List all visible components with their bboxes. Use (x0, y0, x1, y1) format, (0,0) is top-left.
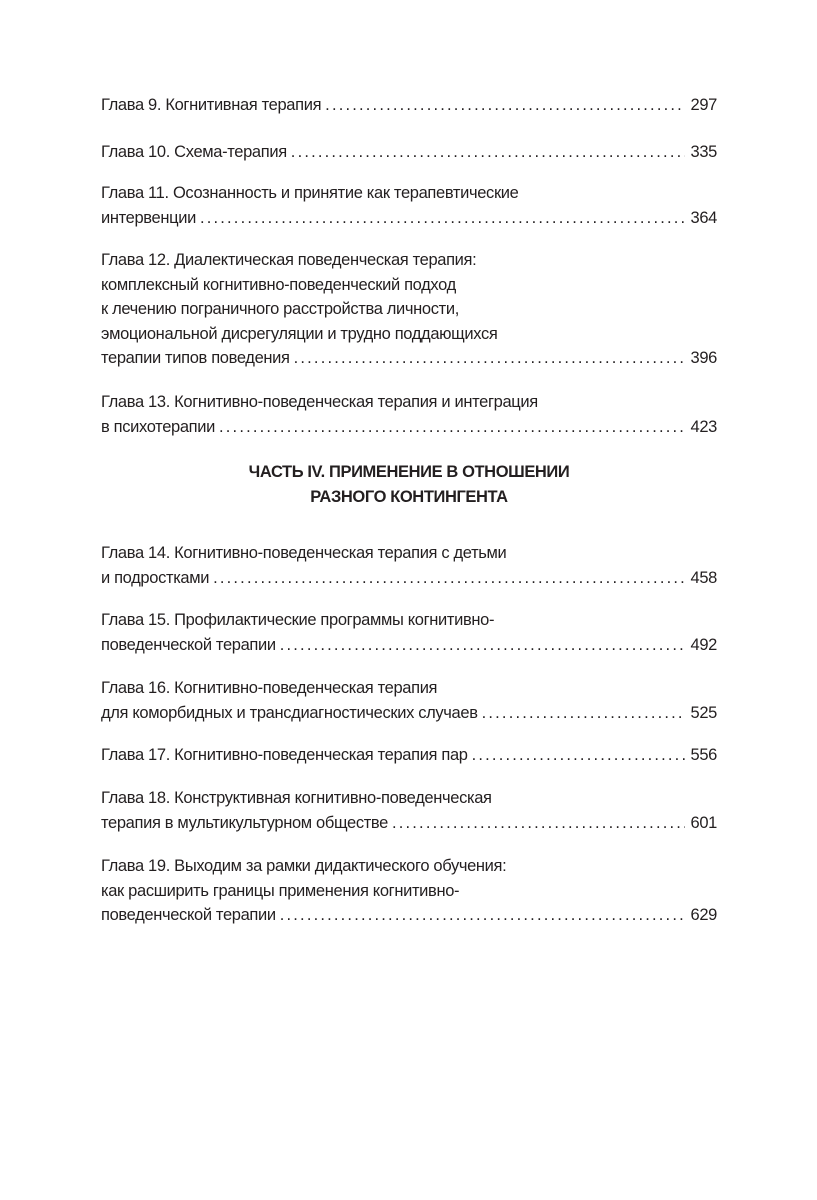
entry-last-line (101, 140, 717, 165)
page-number: 297 (690, 96, 717, 114)
entry-last-line (101, 93, 717, 118)
entry-title-line: комплексный когнитивно-поведенческий подход (101, 275, 456, 294)
entry-title-line: для коморбидных и трансдиагностических случаев (101, 703, 478, 722)
page-number: 525 (690, 703, 717, 722)
page-number: 629 (690, 906, 717, 924)
entry-title-line: Глава 17. Когнитивно-поведенческая терапия пар (101, 746, 468, 764)
dot-leader (280, 633, 685, 658)
dot-leader (291, 140, 685, 165)
dot-leader (280, 903, 685, 928)
toc-entry[interactable] (101, 541, 717, 590)
entry-title-line: Глава 18. Конструктивная когнитивно-поведенческая (101, 789, 492, 807)
entry-title-line: в психотерапии (101, 417, 216, 436)
entry-title-line: Глава 9. Когнитивная терапия (101, 96, 322, 114)
page-number: 396 (690, 349, 717, 367)
entry-title-line: как расширить границы применения когнитивно- (101, 881, 460, 900)
page-number: 492 (690, 635, 717, 654)
dot-leader (294, 346, 685, 371)
entry-last-line (101, 701, 717, 726)
entry-title-line: интервенции (101, 208, 196, 227)
toc-entry[interactable] (101, 248, 717, 371)
entry-title-line: поведенческой терапии (101, 635, 276, 654)
entry-title-line: поведенческой терапии (101, 906, 276, 924)
toc-entry[interactable] (101, 181, 717, 230)
part-heading-line: РАЗНОГО КОНТИНГЕНТА (310, 487, 508, 506)
page-number: 335 (690, 143, 717, 161)
toc-entry[interactable] (101, 786, 717, 835)
part-heading (101, 460, 717, 509)
toc-entry[interactable] (101, 390, 717, 439)
entry-last-line (101, 346, 717, 371)
entry-last-line (101, 566, 717, 591)
page-number: 364 (690, 208, 717, 227)
page-number: 601 (690, 813, 717, 832)
entry-title-line: к лечению пограничного расстройства личности, (101, 300, 459, 318)
entry-last-line (101, 903, 717, 928)
entry-title-line: Глава 11. Осознанность и принятие как терапевтические (101, 184, 519, 202)
dot-leader (472, 743, 685, 768)
dot-leader (200, 206, 685, 231)
dot-leader (213, 566, 684, 591)
entry-title-line: Глава 15. Профилактические программы когнитивно- (101, 611, 495, 629)
part-heading-line: ЧАСТЬ IV. ПРИМЕНЕНИЕ В ОТНОШЕНИИ (248, 463, 570, 481)
entry-title-line: терапии типов поведения (101, 349, 290, 367)
entry-title-line: эмоциональной дисрегуляции и трудно поддающихся (101, 324, 498, 343)
toc-entry[interactable] (101, 93, 717, 118)
page-number: 556 (690, 746, 717, 764)
dot-leader (482, 701, 685, 726)
entry-last-line (101, 415, 717, 440)
toc-entry[interactable] (101, 608, 717, 657)
dot-leader (219, 415, 685, 440)
page-number: 423 (690, 417, 717, 436)
page-number: 458 (690, 568, 717, 587)
entry-title-line: терапия в мультикультурном обществе (101, 813, 388, 832)
entry-title-line: Глава 12. Диалектическая поведенческая терапия: (101, 251, 477, 269)
entry-last-line (101, 743, 717, 768)
entry-title-line: Глава 13. Когнитивно-поведенческая терапия и интеграция (101, 393, 538, 411)
entry-title-line: Глава 16. Когнитивно-поведенческая терапия (101, 679, 438, 697)
entry-title-line: Глава 14. Когнитивно-поведенческая терапия с детьми (101, 544, 507, 562)
toc-entry[interactable] (101, 140, 717, 165)
toc-entry[interactable] (101, 854, 717, 928)
dot-leader (325, 93, 684, 118)
entry-last-line (101, 206, 717, 231)
toc-entry[interactable] (101, 743, 717, 768)
entry-title-line: Глава 19. Выходим за рамки дидактического обучения: (101, 857, 507, 875)
toc-entry[interactable] (101, 676, 717, 725)
entry-title-line: и подростками (101, 568, 210, 587)
entry-last-line (101, 633, 717, 658)
entry-title-line: Глава 10. Схема-терапия (101, 143, 287, 161)
dot-leader (392, 811, 685, 836)
entry-last-line (101, 811, 717, 836)
